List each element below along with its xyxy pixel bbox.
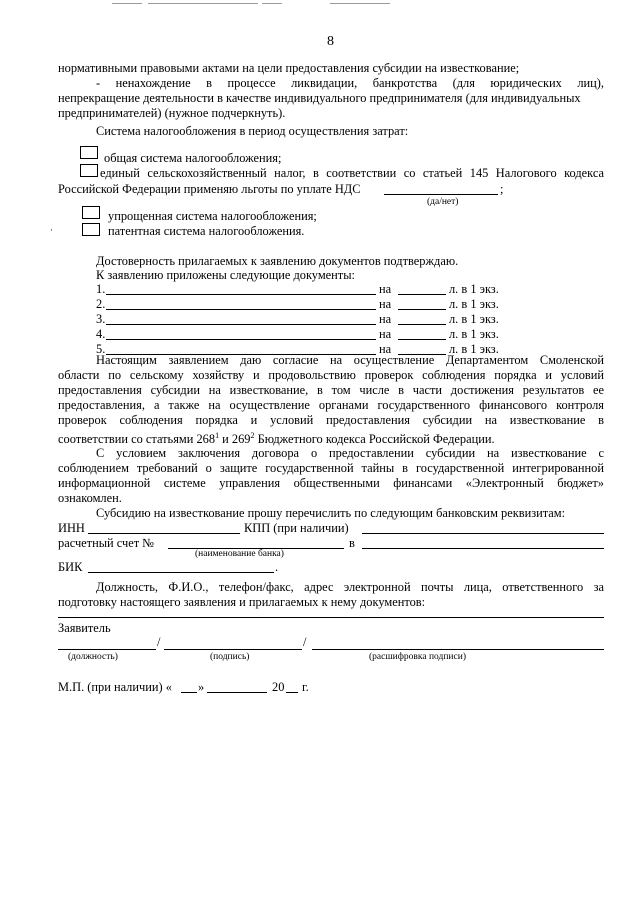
document-sheets-label: л. в 1 экз. <box>449 327 499 341</box>
document-on-label: на <box>379 282 392 296</box>
day-field[interactable] <box>181 692 197 693</box>
responsible-line: подготовку настоящего заявления и прилагаемых к нему документов: <box>58 595 426 609</box>
consent-text: и 269 <box>219 432 251 447</box>
superscript: 2 <box>250 431 255 440</box>
document-on-label: на <box>379 342 392 356</box>
consent-line: предоставления, а также на осуществление органами государственного финансового контроля <box>58 398 604 412</box>
scan-mark <box>330 3 390 4</box>
tax-simplified-label: упрощенная система налогообложения; <box>108 209 317 223</box>
intro-line: непрекращение деятельности в качестве индивидуального предпринимателя (для индивидуальных <box>58 91 581 105</box>
inn-label: ИНН <box>58 521 85 535</box>
decoding-field[interactable] <box>312 649 604 650</box>
position-caption: (должность) <box>68 652 118 662</box>
document-sheets-field[interactable] <box>398 324 446 325</box>
slash: / <box>157 635 161 649</box>
document-number: 2. <box>96 297 106 311</box>
vat-yes-no-field[interactable] <box>384 194 498 195</box>
intro-line: предпринимателей) (нужное подчеркнуть). <box>58 106 286 120</box>
slash: / <box>303 635 307 649</box>
stamp-close-quote: » <box>198 680 205 694</box>
yes-no-caption: (да/нет) <box>427 197 459 207</box>
consent-line: области по сельскому хозяйству и продовольствию проверок соблюдения порядка и условий <box>58 368 604 382</box>
agreement-line: соблюдением требований о защите государственной тайны в государственной интегрированной <box>58 461 604 475</box>
kpp-label: КПП (при наличии) <box>244 521 349 535</box>
scan-mark <box>262 3 282 4</box>
signature-field[interactable] <box>164 649 302 650</box>
document-sheets-field[interactable] <box>398 309 446 310</box>
consent-line: предоставления субсидии на известкование, в том числе в части достижения результатов ее <box>58 383 604 397</box>
account-label: расчетный счет № <box>58 536 155 550</box>
inn-field[interactable] <box>88 533 240 534</box>
tax-simplified-checkbox[interactable] <box>82 206 100 219</box>
consent-line: проверок соблюдения порядка и условий предоставления субсидии на известкование в <box>58 413 604 427</box>
tax-agri-checkbox[interactable] <box>80 164 98 177</box>
bik-field[interactable] <box>88 572 274 573</box>
signature-caption: (подпись) <box>210 652 250 662</box>
documents-confirm: Достоверность прилагаемых к заявлению документов подтверждаю. <box>96 254 459 268</box>
tax-general-label: общая система налогообложения; <box>104 151 282 165</box>
superscript: 1 <box>215 431 220 440</box>
document-name-field[interactable] <box>106 324 376 325</box>
decoding-caption: (расшифровка подписи) <box>369 652 466 662</box>
document-on-label: на <box>379 312 392 326</box>
document-sheets-label: л. в 1 экз. <box>449 312 499 326</box>
documents-heading: К заявлению приложены следующие документы: <box>96 268 355 282</box>
intro-line: нормативными правовыми актами на цели предоставления субсидии на известкование; <box>58 61 520 75</box>
month-field[interactable] <box>207 692 267 693</box>
bank-heading: Субсидию на известкование прошу перечислить по следующим банковским реквизитам: <box>96 506 566 520</box>
document-number: 3. <box>96 312 106 326</box>
tax-heading: Система налогообложения в период осуществления затрат: <box>96 124 409 138</box>
page-number: 8 <box>327 34 334 49</box>
bik-label: БИК <box>58 560 83 574</box>
document-sheets-label: л. в 1 экз. <box>449 282 499 296</box>
agreement-line: ознакомлен. <box>58 491 122 505</box>
year-suffix: г. <box>302 680 309 694</box>
document-number: 1. <box>96 282 106 296</box>
consent-text: Бюджетного кодекса Российской Федерации. <box>254 432 495 447</box>
tax-agri-label: единый сельскохозяйственный налог, в соответствии со статьей 145 Налогового кодекса <box>100 166 604 180</box>
responsible-line: Должность, Ф.И.О., телефон/факс, адрес электронной почты лица, ответственного за <box>96 580 604 594</box>
bank-name-field[interactable] <box>362 548 604 549</box>
document-on-label: на <box>379 327 392 341</box>
tax-agri-label-cont: Российской Федерации применяю льготы по уплате НДС <box>58 182 361 196</box>
document-number: 5. <box>96 342 106 356</box>
applicant-label: Заявитель <box>58 621 111 635</box>
consent-line: Настоящим заявлением даю согласие на осуществление Департаментом Смоленской <box>96 353 604 367</box>
document-sheets-field[interactable] <box>398 294 446 295</box>
bank-in-label: в <box>349 536 355 550</box>
document-number: 4. <box>96 327 106 341</box>
bik-end: . <box>275 560 279 574</box>
document-name-field[interactable] <box>106 339 376 340</box>
scan-mark <box>112 3 142 4</box>
document-sheets-field[interactable] <box>398 339 446 340</box>
intro-line: - ненахождение в процессе ликвидации, банкротства (для юридических лиц), <box>96 76 604 90</box>
year-prefix: 20 <box>272 680 285 694</box>
document-sheets-label: л. в 1 экз. <box>449 297 499 311</box>
document-name-field[interactable] <box>106 294 376 295</box>
document-name-field[interactable] <box>106 309 376 310</box>
tax-patent-checkbox[interactable] <box>82 223 100 236</box>
responsible-field[interactable] <box>58 617 604 618</box>
position-field[interactable] <box>58 649 156 650</box>
tax-general-checkbox[interactable] <box>80 146 98 159</box>
agreement-line: С условием заключения договора о предоставлении субсидии на известкование с <box>96 446 604 460</box>
consent-text: соответствии со статьями 268 <box>58 432 216 447</box>
kpp-field[interactable] <box>362 533 604 534</box>
agreement-line: информационной системе управления общественными финансами «Электронный бюджет» <box>58 476 604 490</box>
document-sheets-label: л. в 1 экз. <box>449 342 499 356</box>
bank-name-caption: (наименование банка) <box>195 549 284 559</box>
stamp-label: М.П. (при наличии) « <box>58 680 172 694</box>
tax-patent-label: патентная система налогообложения. <box>108 224 305 238</box>
document-on-label: на <box>379 297 392 311</box>
tax-agri-end: ; <box>500 182 504 196</box>
stray-mark: · <box>50 225 53 235</box>
scan-mark <box>148 3 258 4</box>
year-field[interactable] <box>286 692 298 693</box>
consent-last-line <box>58 428 495 447</box>
